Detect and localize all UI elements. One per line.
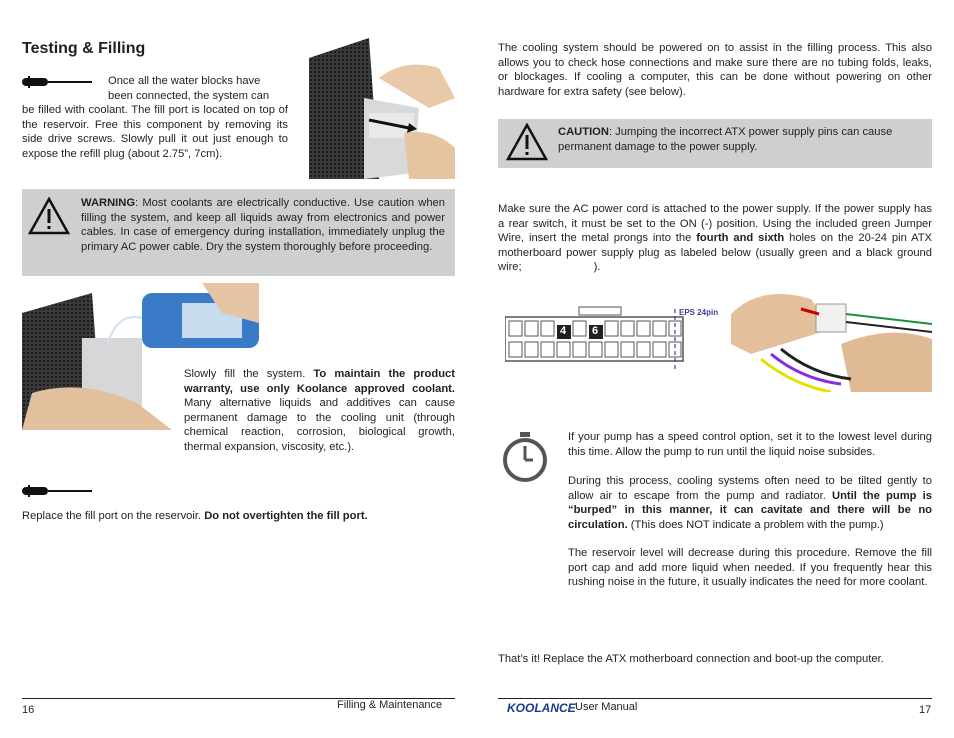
footer-rule xyxy=(498,698,932,699)
pump-speed-paragraph: If your pump has a speed control option, set it to the lowest level during this time. Allow the pump to run until the liquid noise subsides. xyxy=(568,431,932,458)
jumper-wire-photo xyxy=(731,284,932,392)
page-number: 16 xyxy=(22,704,35,716)
page-number: 17 xyxy=(919,704,932,716)
section-heading: Testing & Filling xyxy=(22,40,146,57)
intro-line-2: been connected, the system can xyxy=(108,90,270,102)
caution-box xyxy=(498,119,932,168)
screwdriver-icon xyxy=(22,485,94,497)
stopwatch-icon xyxy=(501,432,549,484)
warning-icon xyxy=(28,197,70,235)
footer-section-title: Filling & Maintenance xyxy=(337,699,443,711)
footer-section-title: User Manual xyxy=(575,701,638,713)
replace-fill-port-text: Replace the fill port on the reservoir. Do not overtighten the fill port. xyxy=(22,510,368,522)
jumper-paragraph: Make sure the AC power cord is attached to the power supply. If the power supply has a rear switch, it must be set to the ON (-) position. Using the included green Jumper Wire, insert the metal prongs into the fourth and sixth holes on the 20-24 pin ATX motherboard power supply plug as labeled below (usually green and a black ground wire; ). xyxy=(498,203,932,273)
koolance-logo: KOOLANCE xyxy=(507,701,576,715)
fill-instructions: Slowly fill the system. To maintain the product warranty, use only Koolance approved coolant. Many alternative liquids and additives can cause permanent damage to the cooling unit (through chemical reaction, corrosion, biological growth, thermal expansion, viscosity, etc.). xyxy=(184,368,455,453)
caution-text: CAUTION: Jumping the incorrect ATX power supply pins can cause permanent damage to the power supply. xyxy=(558,126,893,153)
pin-4-label: 4 xyxy=(560,325,567,337)
pin-6-label: 6 xyxy=(592,325,599,337)
power-on-paragraph: The cooling system should be powered on to assist in the filling process. This also allows you to check hose connections and make sure there are no tubing folds, leaks, or blockages. If cooling a computer, this can be done without powering on other hardware for extra safety (see below). xyxy=(498,42,932,98)
reservoir-photo xyxy=(309,38,455,179)
screwdriver-icon xyxy=(22,76,94,88)
warning-box xyxy=(22,189,455,276)
intro-line-1: Once all the water blocks have xyxy=(108,75,261,87)
warning-text: WARNING: Most coolants are electrically conductive. Use caution when filling the system, and keep all liquids away from electronics and power cables. In case of emergency during installation, immediately unplug the primary AC power cable. Dry the system thoroughly before proceeding. xyxy=(81,197,445,253)
reservoir-level-paragraph: The reservoir level will decrease during this procedure. Remove the fill port cap and add more liquid when needed. If you frequently hear this rushing noise in the future, it usually indicates the need for more coolant. xyxy=(568,547,932,588)
intro-paragraph: be filled with coolant. The fill port is located on top of the reservoir. Free this component by removing its side drive screws. Slowly pull it out just enough to expose the refill plug (about 2.75”, 7cm). xyxy=(22,104,288,160)
burp-pump-paragraph: During this process, cooling systems often need to be tilted gently to allow air to escape from the pump and radiator. Until the pump is “burped” in this manner, it can cavitate and there will be no circulation. (This does NOT indicate a problem with the pump.) xyxy=(568,475,932,531)
warning-icon xyxy=(506,123,548,161)
atx-connector-diagram xyxy=(505,305,730,373)
final-step-text: That’s it! Replace the ATX motherboard connection and boot-up the computer. xyxy=(498,653,884,665)
connector-label: EPS 24pin xyxy=(679,308,719,317)
